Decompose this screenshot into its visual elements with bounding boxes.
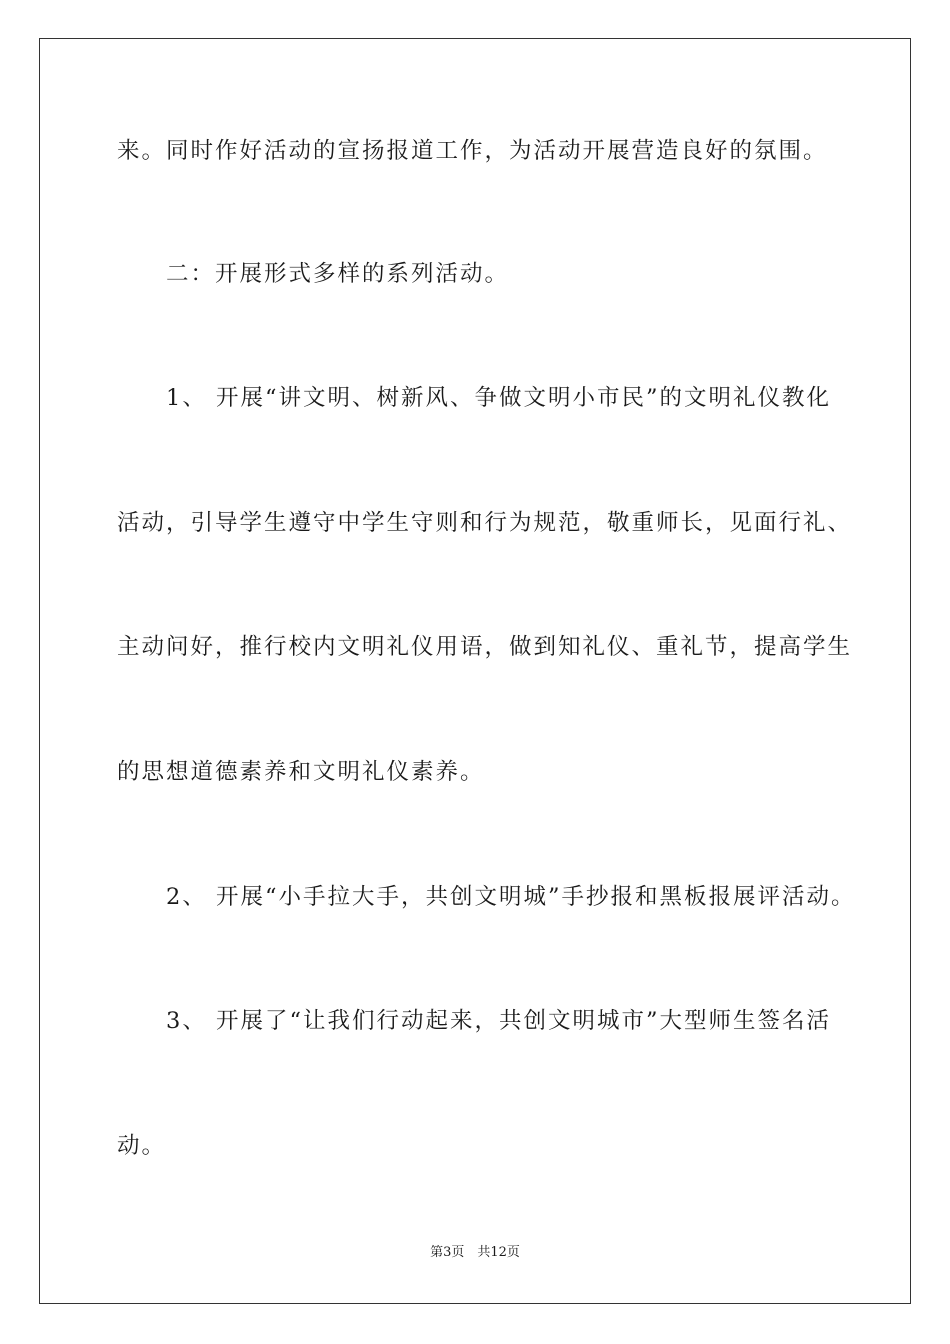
paragraph-line: 来。同时作好活动的宣扬报道工作，为活动开展营造良好的氛围。	[117, 138, 828, 164]
page-footer: 第3页 共12页	[430, 1245, 520, 1260]
page-border	[39, 38, 911, 1304]
paragraph-line: 1、 开展“讲文明、树新风、争做文明小市民”的文明礼仪教化	[117, 385, 831, 411]
paragraph-line: 动。	[117, 1133, 167, 1159]
paragraph-line: 主动问好，推行校内文明礼仪用语，做到知礼仪、重礼节，提高学生	[117, 634, 853, 660]
paragraph-line: 活动，引导学生遵守中学生守则和行为规范，敬重师长，见面行礼、	[117, 510, 853, 536]
paragraph-line: 的思想道德素养和文明礼仪素养。	[117, 759, 485, 785]
paragraph-line: 2、 开展“小手拉大手，共创文明城”手抄报和黑板报展评活动。	[117, 884, 856, 910]
paragraph-line: 3、 开展了“让我们行动起来，共创文明城市”大型师生签名活	[117, 1008, 831, 1034]
paragraph-line: 二：开展形式多样的系列活动。	[117, 261, 510, 287]
